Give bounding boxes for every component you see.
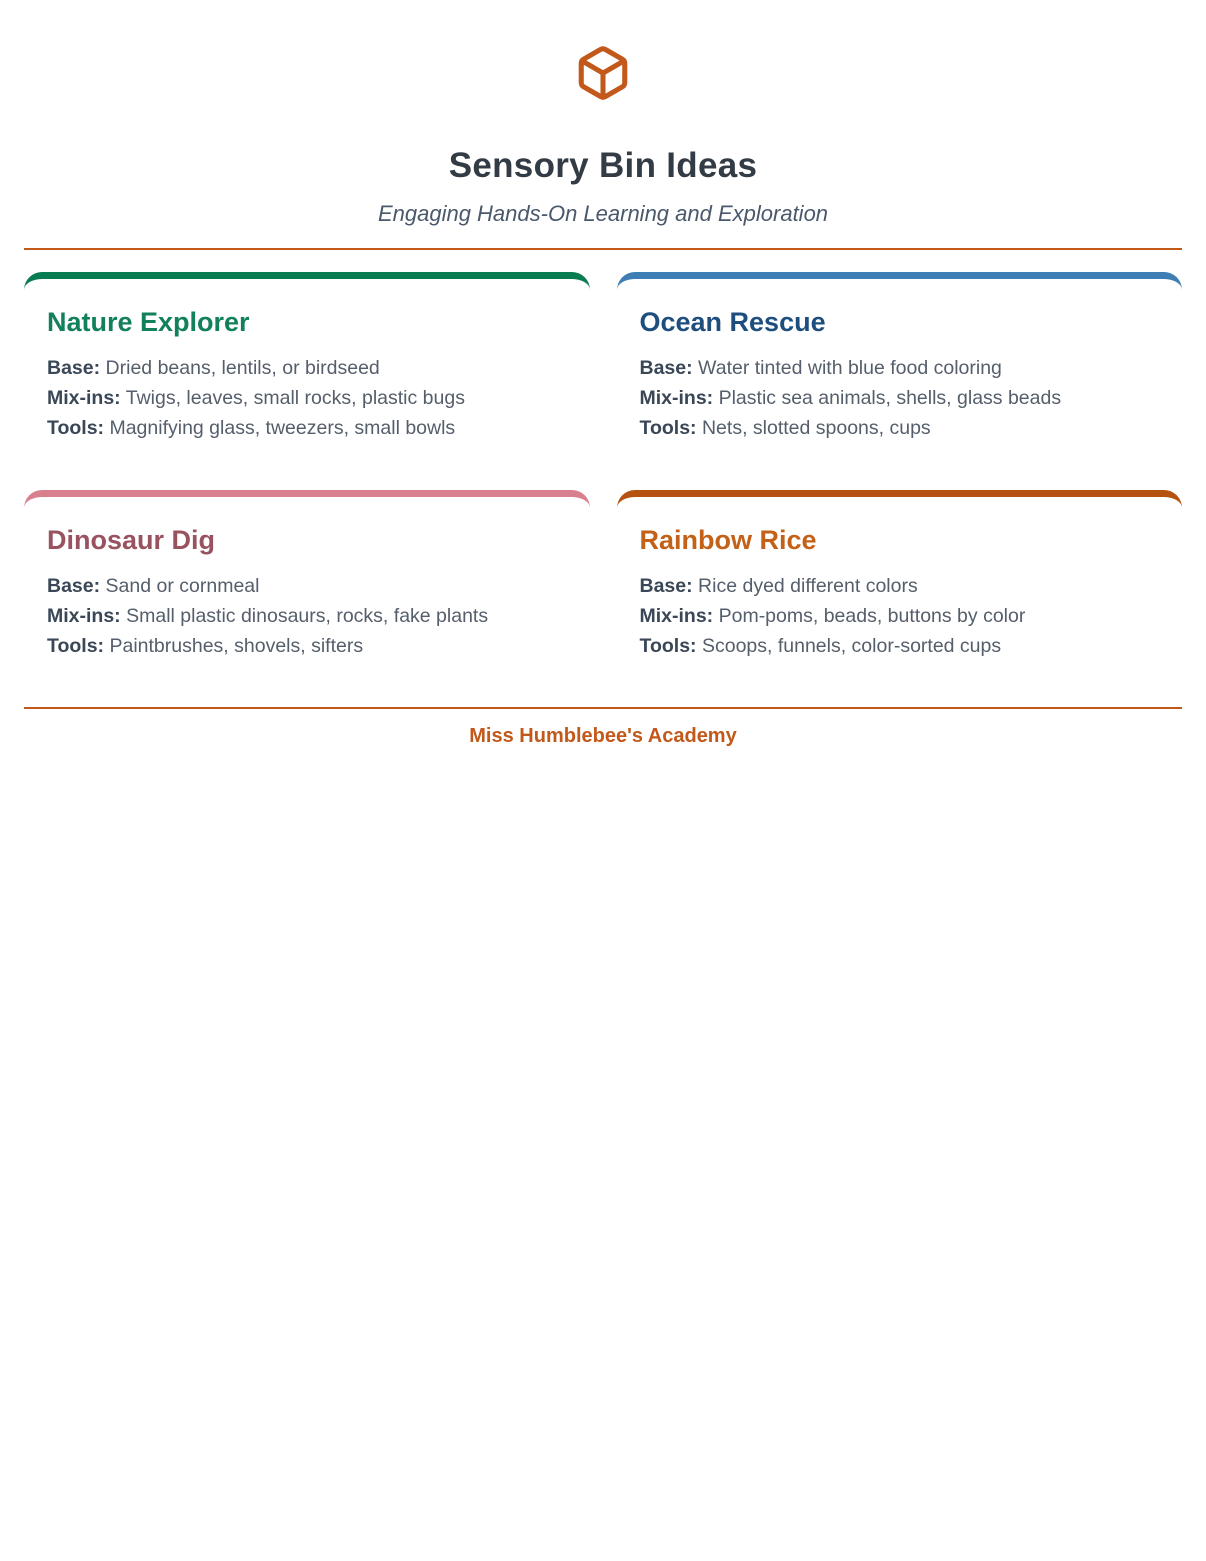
field-label: Base:: [639, 575, 693, 597]
card-ocean-rescue: [617, 272, 1183, 461]
field-base: [640, 571, 1159, 601]
card-rainbow-rice: [617, 490, 1183, 679]
footer-brand: Miss Humblebee's Academy: [469, 725, 737, 747]
field-tools: [47, 631, 566, 661]
field-base: [47, 353, 566, 383]
cube-icon: [574, 44, 632, 107]
field-label: Base:: [639, 357, 693, 379]
field-mix-ins: [640, 383, 1159, 413]
field-base: [47, 571, 566, 601]
field-value: Sand or cornmeal: [105, 575, 260, 597]
field-value: Scoops, funnels, color-sorted cups: [701, 635, 1002, 657]
field-value: Water tinted with blue food coloring: [698, 357, 1002, 379]
card-title: Dinosaur Dig: [47, 525, 216, 555]
field-tools: [640, 631, 1159, 661]
card-title: Nature Explorer: [47, 307, 250, 337]
field-label: Mix-ins:: [639, 387, 714, 409]
field-value: Small plastic dinosaurs, rocks, fake plants: [126, 605, 489, 627]
card-nature-explorer: [24, 272, 590, 461]
field-label: Base:: [47, 357, 101, 379]
cards-grid: [24, 272, 1182, 679]
document-footer: [24, 707, 1182, 748]
field-value: Nets, slotted spoons, cups: [701, 417, 931, 439]
field-label: Tools:: [639, 635, 697, 657]
field-mix-ins: [47, 601, 566, 631]
field-label: Base:: [47, 575, 101, 597]
field-label: Mix-ins:: [639, 605, 714, 627]
field-value: Dried beans, lentils, or birdseed: [105, 357, 380, 379]
field-value: Plastic sea animals, shells, glass beads: [718, 387, 1062, 409]
field-value: Twigs, leaves, small rocks, plastic bugs: [125, 387, 465, 409]
field-label: Tools:: [47, 635, 105, 657]
page-subtitle: Engaging Hands-On Learning and Exploration: [377, 201, 829, 226]
field-value: Pom-poms, beads, buttons by color: [718, 605, 1026, 627]
field-value: Magnifying glass, tweezers, small bowls: [109, 417, 456, 439]
page-title: Sensory Bin Ideas: [448, 146, 758, 185]
field-label: Tools:: [639, 417, 697, 439]
card-title: Rainbow Rice: [639, 525, 817, 555]
field-value: Paintbrushes, shovels, sifters: [109, 635, 364, 657]
logo: [24, 0, 1182, 107]
card-title: Ocean Rescue: [639, 307, 826, 337]
field-mix-ins: [47, 383, 566, 413]
field-tools: [640, 413, 1159, 443]
field-label: Mix-ins:: [47, 605, 121, 627]
field-tools: [47, 413, 566, 443]
card-dinosaur-dig: [24, 490, 590, 679]
field-label: Mix-ins:: [47, 387, 121, 409]
header-divider: [24, 248, 1182, 250]
field-mix-ins: [640, 601, 1159, 631]
field-value: Rice dyed different colors: [698, 575, 918, 597]
footer-divider: [24, 707, 1182, 709]
document-header: [24, 0, 1182, 250]
field-label: Tools:: [47, 417, 105, 439]
field-base: [640, 353, 1159, 383]
